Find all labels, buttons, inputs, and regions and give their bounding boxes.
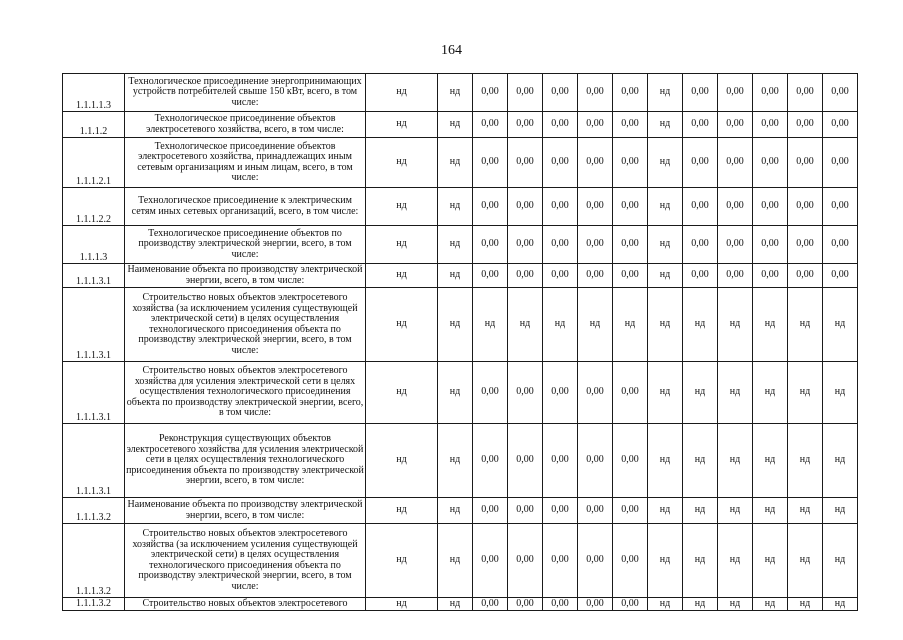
row-value-cell: 0,00 — [473, 598, 508, 611]
row-value-cell: 0,00 — [788, 74, 823, 112]
row-value-cell: нд — [683, 362, 718, 424]
row-value-cell: 0,00 — [578, 362, 613, 424]
row-value-cell: 0,00 — [508, 112, 543, 138]
row-value-cell: 0,00 — [578, 74, 613, 112]
row-value-cell: нд — [823, 424, 858, 498]
row-code-cell: 1.1.1.3 — [63, 226, 125, 264]
row-value-cell: 0,00 — [823, 112, 858, 138]
row-value-cell: нд — [543, 288, 578, 362]
row-value-cell: 0,00 — [473, 498, 508, 524]
row-value-cell: нд — [648, 226, 683, 264]
row-value-cell: нд — [753, 424, 788, 498]
row-value-cell: 0,00 — [788, 188, 823, 226]
row-value-cell: нд — [648, 498, 683, 524]
row-value-cell: 0,00 — [508, 362, 543, 424]
row-value-cell: 0,00 — [508, 74, 543, 112]
investment-program-table — [62, 73, 858, 611]
row-value-cell: нд — [648, 362, 683, 424]
row-value-cell: нд — [753, 498, 788, 524]
row-value-cell: нд — [438, 264, 473, 288]
row-value-cell: нд — [718, 362, 753, 424]
row-value-cell: 0,00 — [613, 188, 648, 226]
row-value-cell: нд — [438, 598, 473, 611]
row-value-cell: 0,00 — [718, 138, 753, 188]
row-name-cell: Технологическое присоединение объектов по производству электрической энергии, всего, в том числе: — [125, 226, 366, 264]
row-value-cell: нд — [823, 524, 858, 598]
row-value-cell: 0,00 — [578, 498, 613, 524]
row-code-cell: 1.1.1.3.2 — [63, 524, 125, 598]
row-value-cell: нд — [366, 138, 438, 188]
row-value-cell: 0,00 — [508, 424, 543, 498]
row-value-cell: нд — [366, 288, 438, 362]
row-value-cell: нд — [823, 362, 858, 424]
row-value-cell: нд — [508, 288, 543, 362]
row-value-cell: нд — [788, 598, 823, 611]
row-value-cell: нд — [648, 188, 683, 226]
row-value-cell: 0,00 — [753, 264, 788, 288]
row-value-cell: нд — [648, 598, 683, 611]
row-name-cell: Технологическое присоединение объектов электросетевого хозяйства, принадлежащих иным сетевым организациям и иным лицам, всего, в том числе: — [125, 138, 366, 188]
row-value-cell: 0,00 — [718, 188, 753, 226]
row-code-cell: 1.1.1.3.1 — [63, 288, 125, 362]
row-value-cell: нд — [648, 138, 683, 188]
row-name-cell: Технологическое присоединение объектов электросетевого хозяйства, всего, в том числе: — [125, 112, 366, 138]
row-value-cell: 0,00 — [753, 138, 788, 188]
row-value-cell: 0,00 — [543, 498, 578, 524]
row-value-cell: 0,00 — [578, 112, 613, 138]
table-row — [63, 524, 858, 598]
row-name-cell: Строительство новых объектов электросетевого хозяйства (за исключением усиления существующей электрической сети) в целях осуществления технологического присоединения объекта по производству электрической энергии, всего, в том числе: — [125, 524, 366, 598]
row-name-cell: Наименование объекта по производству электрической энергии, всего, в том числе: — [125, 498, 366, 524]
row-value-cell: 0,00 — [508, 598, 543, 611]
row-value-cell: 0,00 — [613, 598, 648, 611]
row-value-cell: нд — [718, 598, 753, 611]
row-value-cell: 0,00 — [753, 74, 788, 112]
row-value-cell: 0,00 — [718, 226, 753, 264]
table-row — [63, 138, 858, 188]
row-value-cell: нд — [648, 264, 683, 288]
row-value-cell: 0,00 — [718, 112, 753, 138]
row-value-cell: 0,00 — [508, 188, 543, 226]
row-value-cell: нд — [438, 424, 473, 498]
row-value-cell: 0,00 — [613, 112, 648, 138]
row-value-cell: 0,00 — [613, 424, 648, 498]
row-value-cell: 0,00 — [473, 138, 508, 188]
row-value-cell: нд — [366, 74, 438, 112]
row-value-cell: 0,00 — [543, 362, 578, 424]
row-value-cell: 0,00 — [823, 188, 858, 226]
row-value-cell: нд — [648, 524, 683, 598]
row-value-cell: 0,00 — [613, 74, 648, 112]
row-value-cell: 0,00 — [508, 226, 543, 264]
row-value-cell: 0,00 — [543, 424, 578, 498]
row-value-cell: 0,00 — [473, 424, 508, 498]
table-row — [63, 288, 858, 362]
row-value-cell: нд — [718, 424, 753, 498]
row-value-cell: 0,00 — [473, 226, 508, 264]
row-value-cell: 0,00 — [683, 138, 718, 188]
row-value-cell: 0,00 — [543, 226, 578, 264]
row-value-cell: 0,00 — [788, 264, 823, 288]
row-value-cell: 0,00 — [753, 112, 788, 138]
row-value-cell: нд — [648, 288, 683, 362]
row-value-cell: нд — [438, 498, 473, 524]
row-code-cell: 1.1.1.3.1 — [63, 424, 125, 498]
row-value-cell: нд — [823, 288, 858, 362]
row-value-cell: 0,00 — [683, 112, 718, 138]
row-value-cell: 0,00 — [683, 188, 718, 226]
row-value-cell: нд — [683, 288, 718, 362]
row-value-cell: нд — [578, 288, 613, 362]
row-value-cell: 0,00 — [578, 188, 613, 226]
row-value-cell: 0,00 — [578, 524, 613, 598]
row-value-cell: нд — [648, 74, 683, 112]
row-value-cell: 0,00 — [543, 112, 578, 138]
row-value-cell: нд — [718, 288, 753, 362]
row-value-cell: нд — [683, 524, 718, 598]
row-value-cell: 0,00 — [473, 362, 508, 424]
row-code-cell: 1.1.1.1.3 — [63, 74, 125, 112]
row-value-cell: нд — [648, 112, 683, 138]
row-name-cell: Строительство новых объектов электросетевого хозяйства (за исключением усиления существующей электрической сети) в целях осуществления технологического присоединения объекта по производству электрической энергии, всего, в том числе: — [125, 288, 366, 362]
row-code-cell: 1.1.1.3.2 — [63, 598, 125, 611]
table-row — [63, 226, 858, 264]
row-value-cell: нд — [788, 424, 823, 498]
row-value-cell: 0,00 — [823, 74, 858, 112]
row-value-cell: нд — [366, 226, 438, 264]
row-value-cell: нд — [366, 362, 438, 424]
row-value-cell: 0,00 — [753, 226, 788, 264]
row-value-cell: нд — [438, 112, 473, 138]
row-value-cell: нд — [366, 498, 438, 524]
row-value-cell: нд — [438, 362, 473, 424]
row-value-cell: 0,00 — [473, 188, 508, 226]
row-value-cell: 0,00 — [543, 74, 578, 112]
row-value-cell: 0,00 — [543, 524, 578, 598]
row-value-cell: 0,00 — [613, 264, 648, 288]
table-row — [63, 598, 858, 611]
table-row — [63, 112, 858, 138]
table-row — [63, 424, 858, 498]
row-value-cell: 0,00 — [543, 264, 578, 288]
row-value-cell: 0,00 — [823, 226, 858, 264]
row-value-cell: 0,00 — [613, 498, 648, 524]
row-value-cell: 0,00 — [718, 264, 753, 288]
row-value-cell: нд — [366, 524, 438, 598]
row-value-cell: нд — [718, 524, 753, 598]
row-value-cell: нд — [438, 524, 473, 598]
row-value-cell: нд — [753, 288, 788, 362]
row-value-cell: 0,00 — [543, 598, 578, 611]
row-value-cell: 0,00 — [788, 112, 823, 138]
row-name-cell: Технологическое присоединение к электрическим сетям иных сетевых организаций, всего, в том числе: — [125, 188, 366, 226]
row-value-cell: нд — [366, 598, 438, 611]
page-number: 164 — [441, 43, 462, 58]
row-value-cell: нд — [438, 138, 473, 188]
row-code-cell: 1.1.1.3.1 — [63, 362, 125, 424]
row-value-cell: 0,00 — [613, 138, 648, 188]
row-value-cell: нд — [823, 498, 858, 524]
row-value-cell: нд — [683, 424, 718, 498]
row-value-cell: 0,00 — [823, 138, 858, 188]
row-value-cell: 0,00 — [508, 264, 543, 288]
table-row — [63, 74, 858, 112]
row-code-cell: 1.1.1.2 — [63, 112, 125, 138]
row-value-cell: нд — [753, 524, 788, 598]
row-value-cell: 0,00 — [578, 264, 613, 288]
row-value-cell: нд — [438, 74, 473, 112]
row-name-cell: Технологическое присоединение энергопринимающих устройств потребителей свыше 150 кВт, всего, в том числе: — [125, 74, 366, 112]
row-value-cell: 0,00 — [613, 524, 648, 598]
row-value-cell: 0,00 — [473, 524, 508, 598]
row-value-cell: нд — [718, 498, 753, 524]
row-value-cell: нд — [438, 288, 473, 362]
row-value-cell: нд — [683, 498, 718, 524]
table-row — [63, 264, 858, 288]
row-code-cell: 1.1.1.2.2 — [63, 188, 125, 226]
row-value-cell: 0,00 — [578, 424, 613, 498]
table-row — [63, 362, 858, 424]
row-value-cell: нд — [788, 288, 823, 362]
row-value-cell: 0,00 — [473, 74, 508, 112]
row-value-cell: 0,00 — [718, 74, 753, 112]
row-value-cell: 0,00 — [543, 138, 578, 188]
row-code-cell: 1.1.1.3.2 — [63, 498, 125, 524]
row-code-cell: 1.1.1.3.1 — [63, 264, 125, 288]
row-value-cell: нд — [753, 362, 788, 424]
row-value-cell: нд — [438, 226, 473, 264]
table-row — [63, 498, 858, 524]
row-value-cell: нд — [683, 598, 718, 611]
row-value-cell: нд — [788, 524, 823, 598]
row-value-cell: 0,00 — [578, 138, 613, 188]
row-value-cell: 0,00 — [613, 362, 648, 424]
row-value-cell: нд — [823, 598, 858, 611]
row-value-cell: 0,00 — [473, 264, 508, 288]
row-value-cell: 0,00 — [508, 524, 543, 598]
row-value-cell: 0,00 — [578, 598, 613, 611]
row-value-cell: 0,00 — [578, 226, 613, 264]
row-value-cell: нд — [788, 362, 823, 424]
row-name-cell: Строительство новых объектов электросетевого хозяйства для усиления электрической сети в целях осуществления технологического присоединения объекта по производству электрической энергии, всего, в том числе: — [125, 362, 366, 424]
row-value-cell: 0,00 — [788, 138, 823, 188]
row-value-cell: 0,00 — [543, 188, 578, 226]
row-code-cell: 1.1.1.2.1 — [63, 138, 125, 188]
row-value-cell: 0,00 — [753, 188, 788, 226]
row-value-cell: 0,00 — [613, 226, 648, 264]
row-name-cell: Реконструкция существующих объектов электросетевого хозяйства для усиления электрической сети в целях осуществления технологического присоединения объекта по производству электрической энергии, всего, в том числе: — [125, 424, 366, 498]
row-value-cell: 0,00 — [683, 74, 718, 112]
row-value-cell: нд — [438, 188, 473, 226]
row-value-cell: нд — [366, 112, 438, 138]
row-value-cell: нд — [366, 188, 438, 226]
row-name-cell: Строительство новых объектов электросетевого — [125, 598, 366, 611]
table-row — [63, 188, 858, 226]
row-value-cell: нд — [648, 424, 683, 498]
row-value-cell: 0,00 — [473, 112, 508, 138]
row-value-cell: 0,00 — [508, 138, 543, 188]
row-value-cell: нд — [473, 288, 508, 362]
row-name-cell: Наименование объекта по производству электрической энергии, всего, в том числе: — [125, 264, 366, 288]
row-value-cell: нд — [366, 424, 438, 498]
row-value-cell: нд — [366, 264, 438, 288]
row-value-cell: нд — [788, 498, 823, 524]
row-value-cell: нд — [613, 288, 648, 362]
row-value-cell: 0,00 — [788, 226, 823, 264]
table-body — [63, 74, 858, 611]
row-value-cell: нд — [753, 598, 788, 611]
row-value-cell: 0,00 — [683, 264, 718, 288]
row-value-cell: 0,00 — [508, 498, 543, 524]
row-value-cell: 0,00 — [683, 226, 718, 264]
row-value-cell: 0,00 — [823, 264, 858, 288]
